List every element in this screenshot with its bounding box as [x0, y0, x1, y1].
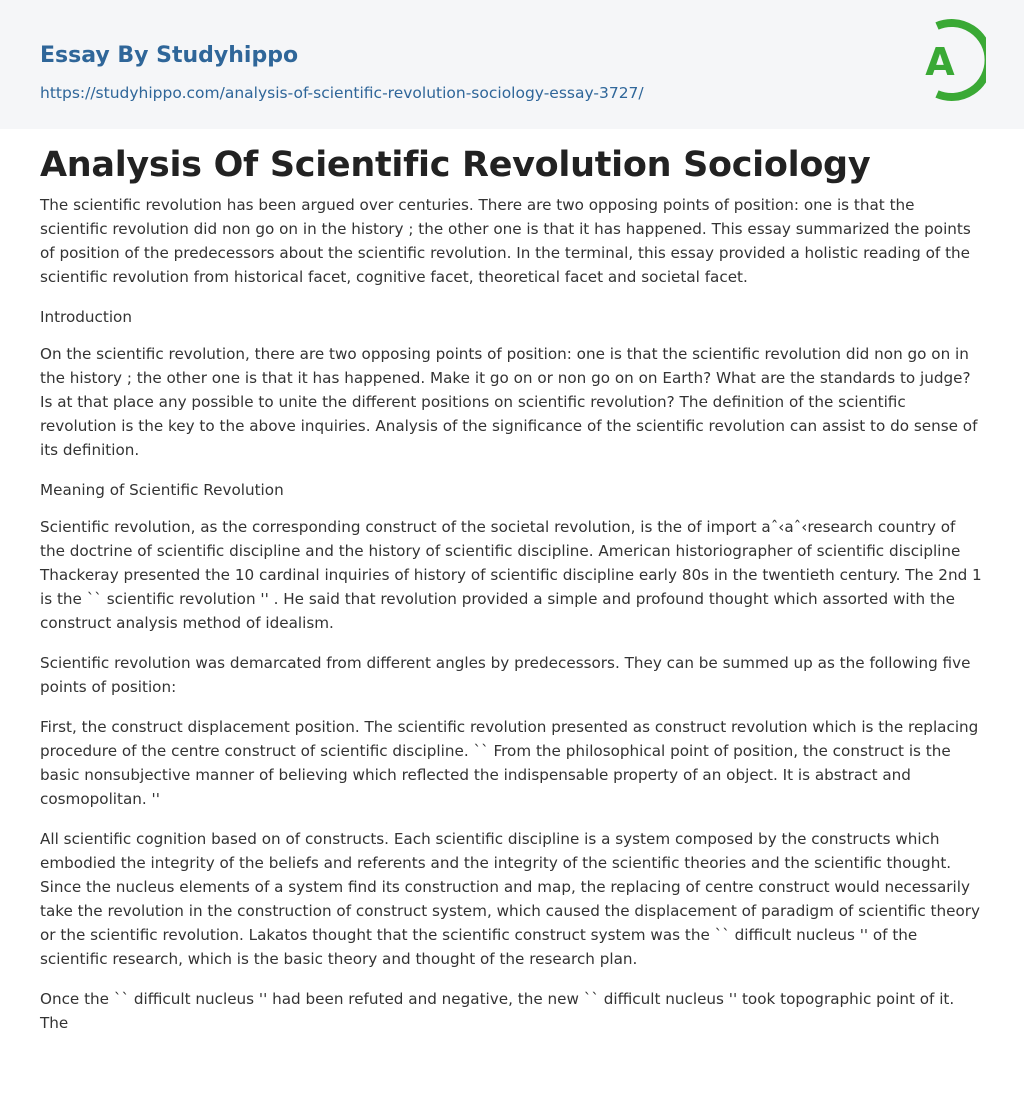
meaning-heading: Meaning of Scientific Revolution: [40, 481, 284, 499]
essay-url-link[interactable]: https://studyhippo.com/analysis-of-scientific-revolution-sociology-essay-3727/: [40, 84, 644, 102]
studyhippo-logo-icon[interactable]: [914, 18, 986, 106]
demarcation-paragraph: Scientific revolution was demarcated from different angles by predecessors. They can be summed up as the following five points of position:: [40, 654, 971, 696]
site-brand[interactable]: Essay By Studyhippo: [40, 43, 299, 68]
article-content: [0, 129, 1024, 1035]
site-header: [0, 0, 1024, 129]
introduction-paragraph: On the scientific revolution, there are two opposing points of position: one is that the scientific revolution did non go on in the history ; the other one is that it has happened. Make it go on or non go on on Earth? What are the standards to judge? Is at that place any possible to unite the different positions on scientific revolution? The definition of the scientific revolution is the key to the above inquiries. Analysis of the significance of the scientific revolution can assist to do sense of its definition.: [40, 345, 978, 459]
introduction-heading: Introduction: [40, 308, 132, 326]
difficult-nucleus-paragraph: Once the `` difficult nucleus '' had been refuted and negative, the new `` difficult nucleus '' took topographic point of it. The: [40, 990, 955, 1032]
construct-displacement-paragraph: First, the construct displacement position. The scientific revolution presented as construct revolution which is the replacing procedure of the centre construct of scientific discipline. `` From the philosophical point of position, the construct is the basic nonsubjective manner of believing which reflected the indispensable property of an object. It is abstract and cosmopolitan. '': [40, 718, 979, 808]
logo-letter: A: [925, 40, 955, 84]
scientific-cognition-paragraph: All scientific cognition based on of constructs. Each scientific discipline is a system composed by the constructs which embodied the integrity of the beliefs and referents and the integrity of the scientific theories and the scientific thought. Since the nucleus elements of a system find its construction and map, the replacing of centre construct would necessarily take the revolution in the construction of construct system, which caused the displacement of paradigm of scientific theory or the scientific revolution. Lakatos thought that the scientific construct system was the `` difficult nucleus '' of the scientific research, which is the basic theory and thought of the research plan.: [40, 830, 980, 968]
abstract-paragraph: The scientific revolution has been argued over centuries. There are two opposing points of position: one is that the scientific revolution did non go on in the history ; the other one is that it has happened. This essay summarized the points of position of the predecessors about the scientific revolution. In the terminal, this essay provided a holistic reading of the scientific revolution from historical facet, cognitive facet, theoretical facet and societal facet.: [40, 196, 971, 286]
page-title: Analysis Of Scientific Revolution Sociology: [40, 145, 871, 185]
meaning-paragraph: Scientific revolution, as the corresponding construct of the societal revolution, is the of import aˆ‹aˆ‹research country of the doctrine of scientific discipline and the history of scientific discipline. American historiographer of scientific discipline Thackeray presented the 10 cardinal inquiries of history of scientific discipline early 80s in the twentieth century. The 2nd 1 is the `` scientific revolution '' . He said that revolution provided a simple and profound thought which assorted with the construct analysis method of idealism.: [40, 518, 982, 632]
